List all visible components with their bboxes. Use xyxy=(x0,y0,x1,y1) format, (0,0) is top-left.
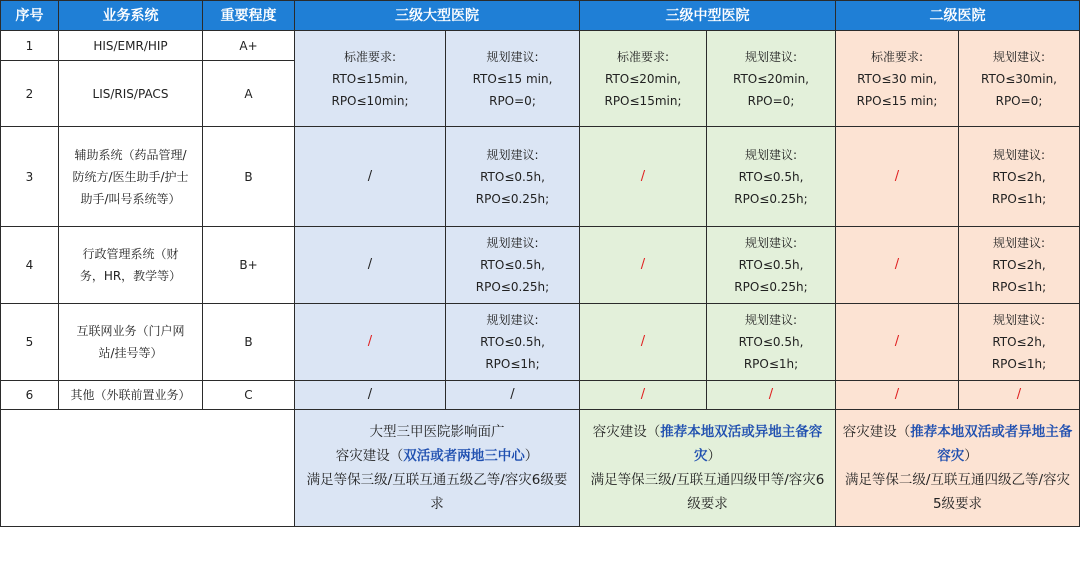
highlight-text: 双活或者两地三中心 xyxy=(403,448,525,464)
mid-plan-cell: 规划建议: RTO≤0.5h, RPO≤0.25h; xyxy=(707,227,836,304)
row-seq: 6 xyxy=(1,381,59,410)
row-system: HIS/EMR/HIP xyxy=(59,31,203,61)
row-system: 互联网业务（门户网站/挂号等） xyxy=(59,304,203,381)
mid-plan-cell: 规划建议: RTO≤0.5h, RPO≤0.25h; xyxy=(707,127,836,227)
table-row xyxy=(1,31,1080,61)
row-seq: 3 xyxy=(1,127,59,227)
mid-plan-cell: 规划建议: RTO≤0.5h, RPO≤1h; xyxy=(707,304,836,381)
slash-mark: / xyxy=(295,127,446,227)
header-importance: 重要程度 xyxy=(203,1,295,31)
slash-mark: / xyxy=(707,381,836,410)
header-tier3-mid: 三级中型医院 xyxy=(580,1,836,31)
slash-mark: / xyxy=(295,227,446,304)
header-tier3-large: 三级大型医院 xyxy=(295,1,580,31)
tier2-plan-cell: 规划建议: RTO≤2h, RPO≤1h; xyxy=(959,127,1080,227)
row-seq: 1 xyxy=(1,31,59,61)
table-row xyxy=(1,127,1080,227)
header-seq: 序号 xyxy=(1,1,59,31)
slash-mark: / xyxy=(446,381,580,410)
highlight-text: 推荐本地双活或者异地主备容灾 xyxy=(910,424,1073,464)
summary-tier2: 容灾建设（推荐本地双活或者异地主备容灾） 满足等保二级/互联互通四级乙等/容灾5级要求 xyxy=(836,410,1080,527)
tier2-plan-cell: 规划建议: RTO≤30min, RPO=0; xyxy=(959,31,1080,127)
large-plan-cell: 规划建议: RTO≤0.5h, RPO≤0.25h; xyxy=(446,127,580,227)
tier2-standard-cell: 标准要求: RTO≤30 min, RPO≤15 min; xyxy=(836,31,959,127)
large-plan-cell: 规划建议: RTO≤0.5h, RPO≤0.25h; xyxy=(446,227,580,304)
header-tier2: 二级医院 xyxy=(836,1,1080,31)
mid-plan-cell: 规划建议: RTO≤20min, RPO=0; xyxy=(707,31,836,127)
tier2-plan-cell: 规划建议: RTO≤2h, RPO≤1h; xyxy=(959,304,1080,381)
slash-mark: / xyxy=(580,127,707,227)
large-plan-cell: 规划建议: RTO≤0.5h, RPO≤1h; xyxy=(446,304,580,381)
mid-standard-cell: 标准要求: RTO≤20min, RPO≤15min; xyxy=(580,31,707,127)
slash-mark: / xyxy=(836,127,959,227)
slash-mark: / xyxy=(959,381,1080,410)
row-importance: B xyxy=(203,127,295,227)
row-importance: B+ xyxy=(203,227,295,304)
row-importance: C xyxy=(203,381,295,410)
header-row xyxy=(1,1,1080,31)
highlight-text: 推荐本地双活或异地主备容灾 xyxy=(660,424,823,464)
slash-mark: / xyxy=(580,381,707,410)
slash-mark: / xyxy=(836,381,959,410)
table-row xyxy=(1,381,1080,410)
large-standard-cell: 标准要求: RTO≤15min, RPO≤10min; xyxy=(295,31,446,127)
slash-mark: / xyxy=(580,227,707,304)
slash-mark: / xyxy=(580,304,707,381)
row-seq: 2 xyxy=(1,61,59,127)
row-importance: B xyxy=(203,304,295,381)
row-system: LIS/RIS/PACS xyxy=(59,61,203,127)
row-system: 辅助系统（药品管理/防统方/医生助手/护士助手/叫号系统等） xyxy=(59,127,203,227)
row-importance: A+ xyxy=(203,31,295,61)
row-system: 行政管理系统（财务，HR，教学等） xyxy=(59,227,203,304)
row-system: 其他（外联前置业务） xyxy=(59,381,203,410)
slash-mark: / xyxy=(295,381,446,410)
large-plan-cell: 规划建议: RTO≤15 min, RPO=0; xyxy=(446,31,580,127)
slash-mark: / xyxy=(836,227,959,304)
table-row xyxy=(1,304,1080,381)
slash-mark: / xyxy=(836,304,959,381)
row-importance: A xyxy=(203,61,295,127)
summary-tier3-large: 大型三甲医院影响面广 容灾建设（双活或者两地三中心） 满足等保三级/互联互通五级乙等/容灾6级要求 xyxy=(295,410,580,527)
tier2-plan-cell: 规划建议: RTO≤2h, RPO≤1h; xyxy=(959,227,1080,304)
row-seq: 5 xyxy=(1,304,59,381)
summary-row xyxy=(1,410,1080,527)
slash-mark: / xyxy=(295,304,446,381)
summary-tier3-mid: 容灾建设（推荐本地双活或异地主备容灾） 满足等保三级/互联互通四级甲等/容灾6级要求 xyxy=(580,410,836,527)
summary-empty-cell xyxy=(1,410,295,527)
table-row xyxy=(1,227,1080,304)
header-system: 业务系统 xyxy=(59,1,203,31)
row-seq: 4 xyxy=(1,227,59,304)
